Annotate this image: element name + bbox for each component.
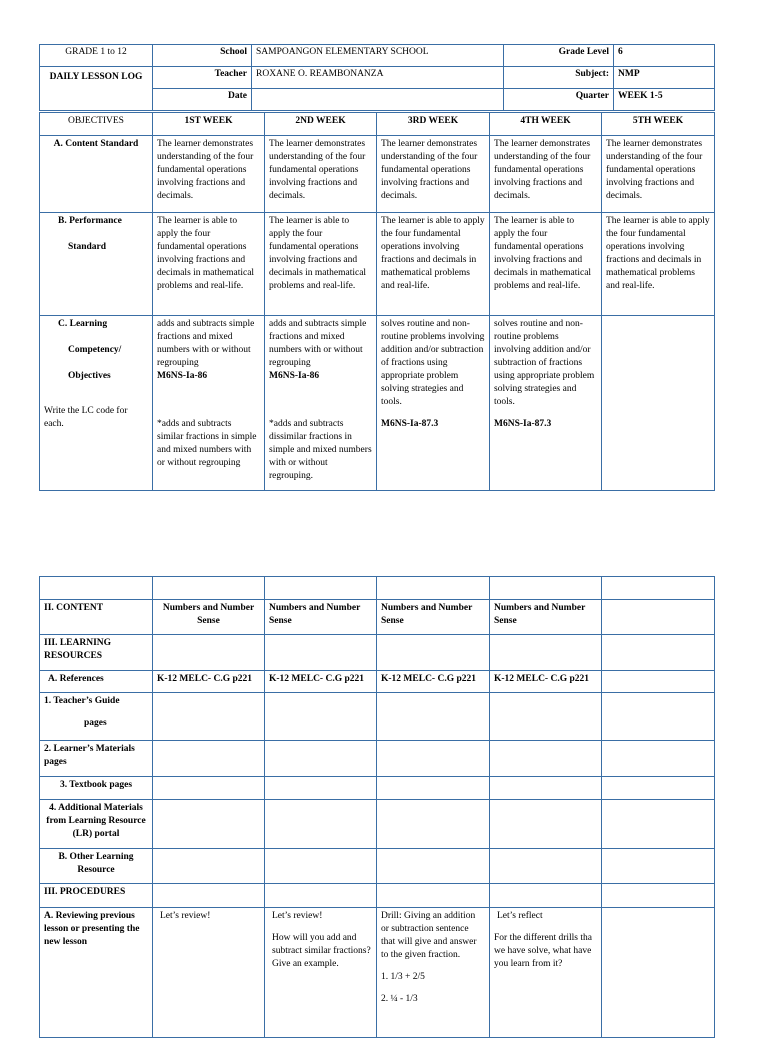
blank-cell [602,800,715,849]
reviewing-week4 [490,908,602,1038]
competency-week1-code: M6NS-Ia-86 [157,371,208,381]
content-week1: Numbers and Number Sense [153,600,265,635]
blank-cell [377,800,490,849]
teacher-value: ROXANE O. REAMBONANZA [252,67,504,89]
teachers-guide-line1: 1. Teacher’s Guide [44,696,120,706]
content-standard-label: A. Content Standard [40,136,153,213]
content-week4: Numbers and Number Sense [490,600,602,635]
blank-cell [602,908,715,1038]
performance-standard-week4: The learner is able to apply the four fundamental operations involving fractions and decimals in mathematical problems and real-life. [490,213,602,316]
competency-week4-code: M6NS-Ia-87.3 [494,419,552,429]
school-value: SAMPOANGON ELEMENTARY SCHOOL [252,45,504,67]
content-label: II. CONTENT [40,600,153,635]
blank-cell [265,577,377,600]
grade-level-value: 6 [614,45,715,67]
blank-cell [490,800,602,849]
blank-cell [490,884,602,908]
performance-label-line1: B. Performance [58,216,122,226]
week-header-1: 1ST WEEK [153,113,265,136]
performance-standard-week3: The learner is able to apply the four fundamental operations involving fractions and decimals in mathematical problems and real-life. [377,213,490,316]
grade-level-label: Grade Level [504,45,614,67]
blank-cell [265,741,377,777]
grade-range: GRADE 1 to 12 [40,45,153,67]
blank-cell [153,884,265,908]
blank-cell [490,849,602,884]
blank-cell [265,777,377,800]
blank-cell [40,577,153,600]
reference-week4: K-12 MELC- C.G p221 [490,671,602,693]
blank-cell [153,849,265,884]
teachers-guide-line2: pages [84,718,107,728]
log-title: DAILY LESSON LOG [40,67,153,111]
blank-cell [602,777,715,800]
blank-cell [377,577,490,600]
competency-week2 [265,316,377,491]
additional-materials-label: 4. Additional Materials from Learning Resource (LR) portal [40,800,153,849]
reviewing-week1: Let’s review! [153,908,265,1038]
blank-cell [602,671,715,693]
objectives-label: OBJECTIVES [40,113,153,136]
blank-cell [265,884,377,908]
subject-value: NMP [614,67,715,89]
blank-cell [490,577,602,600]
content-resources-procedures-table [39,576,715,1038]
reviewing-lesson-label: A. Reviewing previous lesson or presenting the new lesson [40,908,153,1038]
teacher-label: Teacher [153,67,252,89]
performance-standard-week1: The learner is able to apply the four fundamental operations involving fractions and decimals in mathematical problems and real-life. [153,213,265,316]
blank-cell [153,693,265,741]
reviewing-week3-line1: Drill: Giving an addition or subtraction sentence that will give and answer to the given fraction. [381,911,477,960]
subject-label: Subject: [504,67,614,89]
school-label: School [153,45,252,67]
performance-label-line2: Standard [68,242,107,252]
reviewing-week3 [377,908,490,1038]
competency-label-line1: C. Learning [58,319,108,329]
reference-week1: K-12 MELC- C.G p221 [153,671,265,693]
competency-week4-text: solves routine and non-routine problems involving addition and/or subtraction of fractions using appropriate problem solving strategies and tools. [494,319,595,407]
reviewing-week2-line1: Let’s review! [272,911,323,921]
week-header-3: 3RD WEEK [377,113,490,136]
quarter-value: WEEK 1-5 [614,89,715,111]
content-week3: Numbers and Number Sense [377,600,490,635]
learning-competency-label [40,316,153,491]
reference-week2: K-12 MELC- C.G p221 [265,671,377,693]
content-standard-week5: The learner demonstrates understanding of the four fundamental operations involving fractions and decimals. [602,136,715,213]
textbook-pages-label: 3. Textbook pages [40,777,153,800]
blank-cell [265,800,377,849]
competency-week1-text: adds and subtracts simple fractions and mixed numbers with or without regrouping [157,319,255,368]
week-header-4: 4TH WEEK [490,113,602,136]
week-header-5: 5TH WEEK [602,113,715,136]
blank-cell [602,741,715,777]
blank-cell [490,635,602,671]
content-standard-week1: The learner demonstrates understanding of the four fundamental operations involving fractions and decimals. [153,136,265,213]
content-standard-week2: The learner demonstrates understanding of the four fundamental operations involving fractions and decimals. [265,136,377,213]
performance-standard-week2: The learner is able to apply the four fundamental operations involving fractions and decimals in mathematical problems and real-life. [265,213,377,316]
competency-week2-code: M6NS-Ia-86 [269,371,320,381]
blank-cell [265,635,377,671]
competency-week3 [377,316,490,491]
week-header-2: 2ND WEEK [265,113,377,136]
blank-cell [602,849,715,884]
content-week5 [602,600,715,635]
blank-cell [265,693,377,741]
competency-week2-text: adds and subtracts simple fractions and mixed numbers with or without regrouping [269,319,367,368]
reviewing-week3-item2: 2. ¼ - 1/3 [381,994,418,1004]
blank-cell [377,884,490,908]
content-standard-week3: The learner demonstrates understanding of the four fundamental operations involving fractions and decimals. [377,136,490,213]
procedures-label: III. PROCEDURES [40,884,153,908]
daily-lesson-log-objectives-table [39,44,715,111]
blank-cell [490,693,602,741]
blank-cell [377,635,490,671]
learning-resources-label: III. LEARNING RESOURCES [40,635,153,671]
blank-cell [265,849,377,884]
lc-code-note: Write the LC code for each. [44,406,128,429]
reviewing-week4-line2: For the different drills tha we have solve, what have you learn from it? [494,933,592,969]
teachers-guide-label [40,693,153,741]
competency-week4 [490,316,602,491]
reference-week3: K-12 MELC- C.G p221 [377,671,490,693]
blank-cell [153,577,265,600]
competency-week3-text: solves routine and non-routine problems involving addition and/or subtraction of fractions using appropriate problem solving strategies and tools. [381,319,485,407]
other-resources-label: B. Other Learning Resource [40,849,153,884]
performance-standard-week5: The learner is able to apply the four fundamental operations involving fractions and decimals in mathematical problems and real-life. [602,213,715,316]
blank-cell [153,800,265,849]
blank-cell [602,693,715,741]
blank-cell [602,635,715,671]
competency-week2-extra: *adds and subtracts dissimilar fractions in simple and mixed numbers with or without regrouping. [269,419,372,481]
competency-week3-code: M6NS-Ia-87.3 [381,419,439,429]
reviewing-week4-line1: Let’s reflect [497,911,543,921]
blank-cell [377,777,490,800]
blank-cell [153,635,265,671]
blank-cell [377,741,490,777]
competency-label-line2: Competency/ [68,345,122,355]
reviewing-week2 [265,908,377,1038]
competency-week1-extra: *adds and subtracts similar fractions in simple and mixed numbers with or without regrouping [157,419,257,468]
quarter-label: Quarter [504,89,614,111]
reviewing-week3-item1: 1. 1/3 + 2/5 [381,972,425,982]
content-week2: Numbers and Number Sense [265,600,377,635]
blank-cell [377,693,490,741]
blank-cell [153,741,265,777]
competency-week1 [153,316,265,491]
date-value [252,89,504,111]
blank-cell [490,777,602,800]
date-label: Date [153,89,252,111]
references-label: A. References [40,671,153,693]
blank-cell [490,741,602,777]
performance-standard-label [40,213,153,316]
competency-week5 [602,316,715,491]
blank-cell [602,884,715,908]
blank-cell [377,849,490,884]
content-standard-week4: The learner demonstrates understanding of the four fundamental operations involving fractions and decimals. [490,136,602,213]
learners-materials-label: 2. Learner’s Materials pages [40,741,153,777]
reviewing-week2-line2: How will you add and subtract similar fractions? Give an example. [272,933,371,969]
competency-label-line3: Objectives [68,371,111,381]
blank-cell [602,577,715,600]
objectives-table [39,112,715,491]
blank-cell [153,777,265,800]
